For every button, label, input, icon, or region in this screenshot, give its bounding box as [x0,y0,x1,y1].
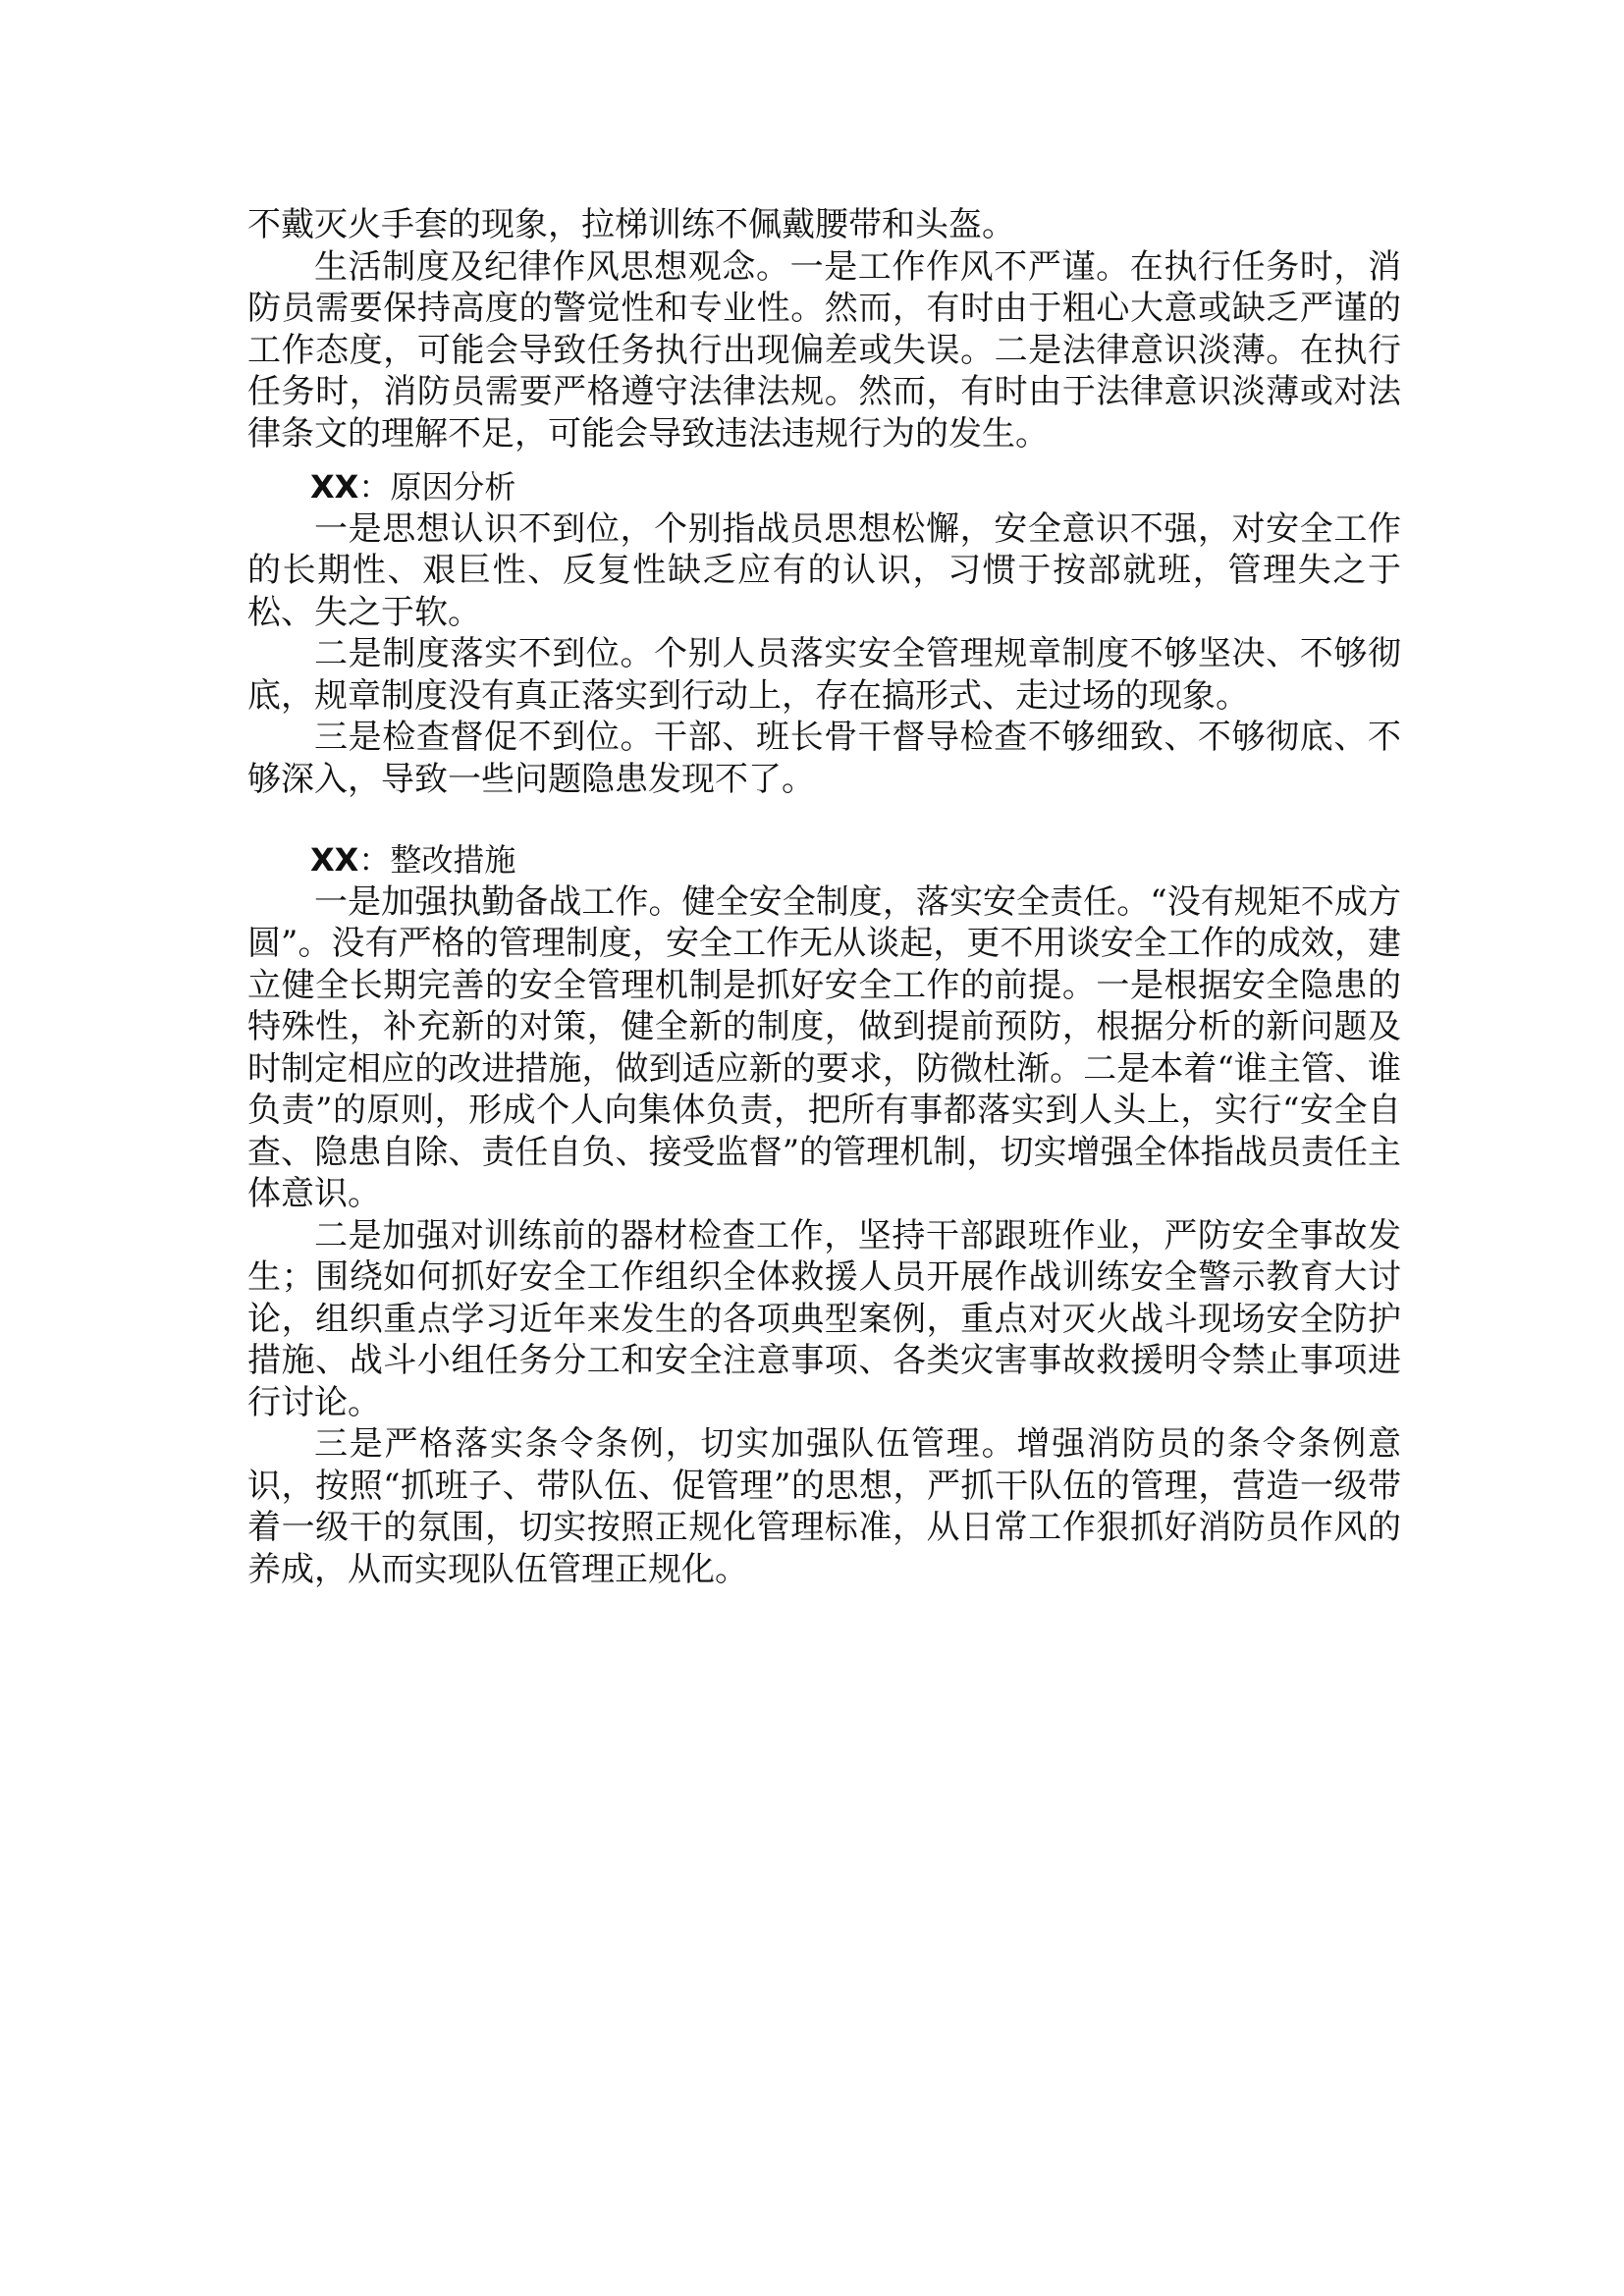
paragraph-cause-1: 一是思想认识不到位，个别指战员思想松懈，安全意识不强，对安全工作的长期性、艰巨性、反复性缺乏应有的认识，习惯于按部就班，管理失之于松、失之于软。 [247,508,1401,632]
paragraph-measure-3: 三是严格落实条令条例，切实加强队伍管理。增强消防员的条令条例意识，按照“抓班子、带队伍、促管理”的思想，严抓干队伍的管理，营造一级带着一级干的氛围，切实按照正规化管理标准，从日常工作狠抓好消防员作风的养成，从而实现队伍管理正规化。 [247,1424,1401,1589]
section-heading-measures [247,839,1401,881]
paragraph-measure-2: 二是加强对训练前的器材检查工作，坚持干部跟班作业，严防安全事故发生；围绕如何抓好安全工作组织全体救援人员开展作战训练安全警示教育大讨论，组织重点学习近年来发生的各项典型案例，重点对灭火战斗现场安全防护措施、战斗小组任务分工和安全注意事项、各类灾害事故救援明令禁止事项进行讨论。 [247,1215,1401,1422]
section-heading-cause [247,466,1401,508]
section-title: 整改措施 [390,841,516,879]
paragraph-cause-2: 二是制度落实不到位。个别人员落实安全管理规章制度不够坚决、不够彻底，规章制度没有真正落实到行动上，存在搞形式、走过场的现象。 [247,634,1401,716]
section-tag: XX [310,468,359,506]
paragraph-measure-1: 一是加强执勤备战工作。健全安全制度，落实安全责任。“没有规矩不成方圆”。没有严格的管理制度，安全工作无从谈起，更不用谈安全工作的成效，建立健全长期完善的安全管理机制是抓好安全工作的前提。一是根据安全隐患的特殊性，补充新的对策，健全新的制度，做到提前预防，根据分析的新问题及时制定相应的改进措施，做到适应新的要求，防微杜渐。二是本着“谁主管、谁负责”的原则，形成个人向集体负责，把所有事都落实到人头上，实行“安全自查、隐患自除、责任自负、接受监督”的管理机制，切实增强全体指战员责任主体意识。 [247,881,1401,1213]
section-separator: ： [358,841,391,879]
paragraph-continuation: 不戴灭火手套的现象，拉梯训练不佩戴腰带和头盔。 [247,205,1015,244]
paragraph-cause-3: 三是检查督促不到位。干部、班长骨干督导检查不够细致、不够彻底、不够深入，导致一些问题隐患发现不了。 [247,718,1401,799]
paragraph-discipline: 生活制度及纪律作风思想观念。一是工作作风不严谨。在执行任务时，消防员需要保持高度的警觉性和专业性。然而，有时由于粗心大意或缺乏严谨的工作态度，可能会导致任务执行出现偏差或失误。二是法律意识淡薄。在执行任务时，消防员需要严格遵守法律法规。然而，有时由于法律意识淡薄或对法律条文的理解不足，可能会导致违法违规行为的发生。 [247,246,1401,454]
section-tag: XX [310,841,359,879]
document-page [247,204,1401,1590]
section-title: 原因分析 [390,468,516,506]
section-separator: ： [358,468,391,506]
